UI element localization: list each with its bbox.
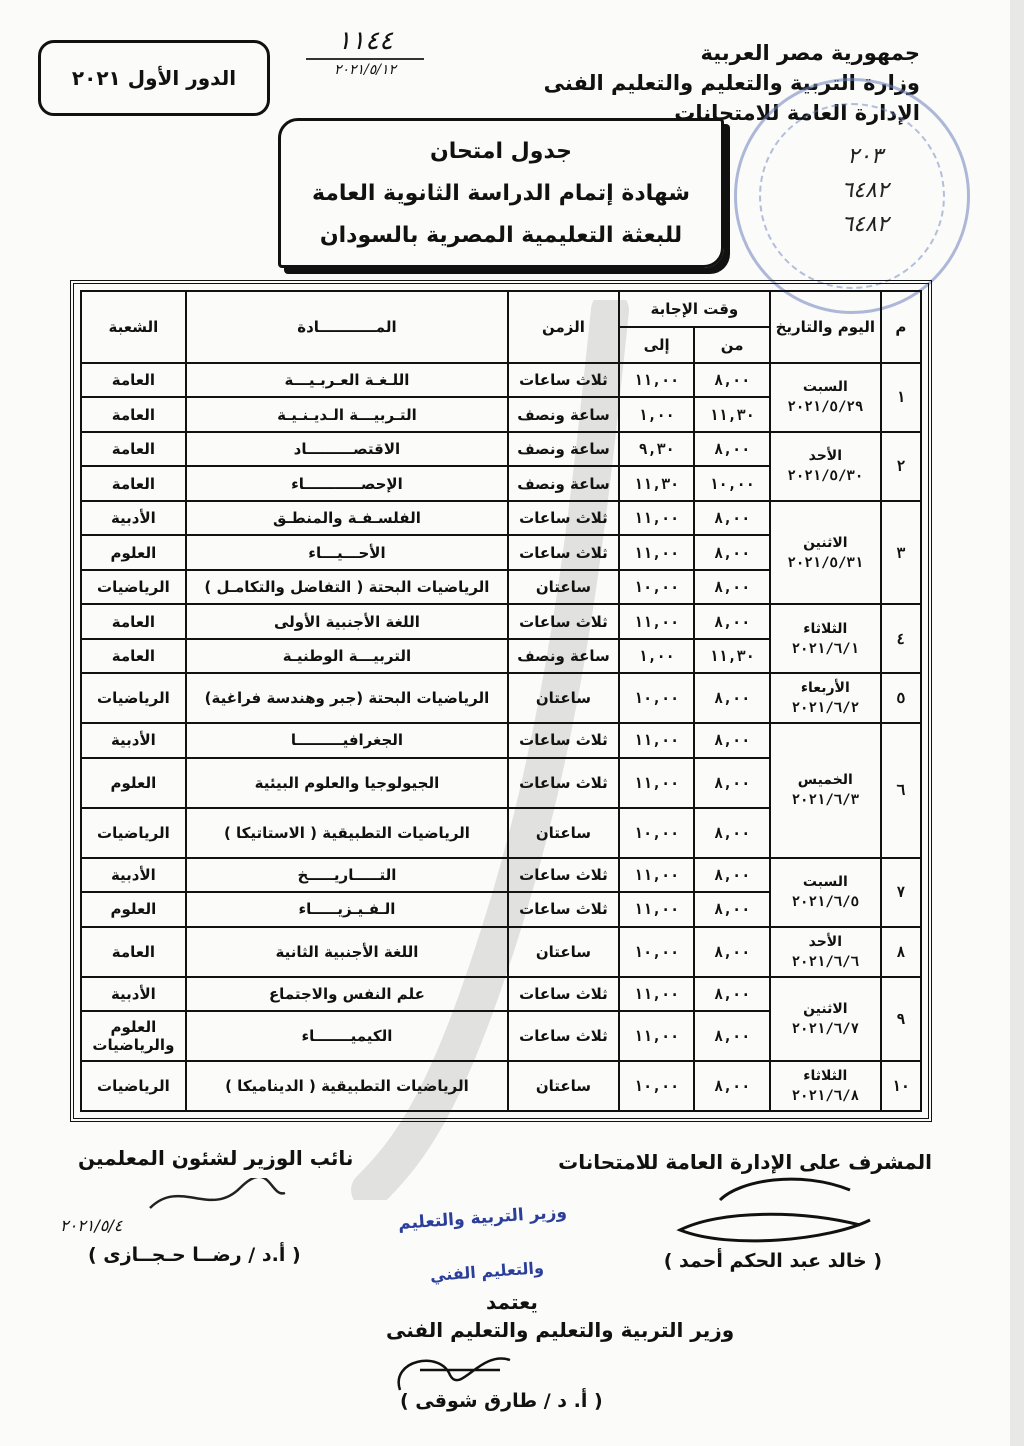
row-number: ١٠ [881,1061,921,1111]
row-number: ٥ [881,673,921,723]
minister-title: وزير التربية والتعليم والتعليم الفنى [386,1318,735,1342]
duration: ثلاث ساعات [508,892,619,926]
time-to: ١١,٠٠ [619,977,695,1011]
time-to: ١٠,٠٠ [619,808,695,858]
row-number: ٨ [881,927,921,977]
branch: الأدبية [81,723,186,757]
branch: الأدبية [81,858,186,892]
exam-date: ٢٠٢١/٦/٣ [791,792,860,809]
day-date-cell [770,604,881,673]
duration: ثلاث ساعات [508,723,619,757]
branch: الأدبية [81,501,186,535]
day-date-cell [770,501,881,604]
day-date-cell [770,858,881,927]
approve-label: يعتمد [486,1290,538,1314]
day-name: الأحد [808,448,843,465]
stamp-number: ٦٤٨٢ [841,212,889,237]
header-answer-time: وقت الإجابة [619,291,770,327]
time-to: ١١,٠٠ [619,892,695,926]
subject: الأحـــيـــاء [186,535,508,569]
table-row [81,363,921,397]
table-row [81,977,921,1011]
day-name: الأربعاء [800,680,850,697]
time-from: ٨,٠٠ [694,927,770,977]
reference-divider [306,58,424,60]
duration: ثلاث ساعات [508,535,619,569]
day-name: الثلاثاء [803,620,848,637]
duration: ساعتان [508,570,619,604]
day-date-cell [770,673,881,723]
subject: التربيـــة الوطنيـة [186,639,508,673]
time-from: ٨,٠٠ [694,570,770,604]
time-to: ١١,٠٠ [619,501,695,535]
branch: العامة [81,466,186,500]
time-to: ١١,٠٠ [619,535,695,569]
subject: الرياضيات البحتة (جبر وهندسة فراغية) [186,673,508,723]
row-number: ٩ [881,977,921,1061]
time-from: ٨,٠٠ [694,723,770,757]
duration: ساعتان [508,673,619,723]
subject: اللغة الأجنبية الثانية [186,927,508,977]
time-from: ١١,٣٠ [694,639,770,673]
day-date-cell [770,1061,881,1111]
duration: ساعتان [508,1061,619,1111]
deputy-title: نائب الوزير لشئون المعلمين [78,1146,354,1170]
exam-date: ٢٠٢١/٦/٨ [791,1087,860,1104]
duration: ساعتان [508,808,619,858]
country-line: جمهورية مصر العربية [700,41,920,65]
time-to: ١١,٠٠ [619,723,695,757]
table-row [81,432,921,466]
row-number: ٤ [881,604,921,673]
round-label: الدور الأول ٢٠٢١ [71,66,237,90]
deputy-handwritten-date: ٢٠٢١/٥/٤ [60,1216,123,1235]
table-row [81,673,921,723]
table-row [81,858,921,892]
day-name: الثلاثاء [803,1067,848,1084]
subject: علم النفس والاجتماع [186,977,508,1011]
branch: العلوم [81,535,186,569]
time-from: ٨,٠٠ [694,535,770,569]
branch: الرياضيات [81,570,186,604]
exam-date: ٢٠٢١/٦/٧ [791,1020,860,1037]
exam-date: ٢٠٢١/٦/١ [791,640,860,657]
branch: العلوم [81,758,186,808]
header-day-date: اليوم والتاريخ [770,291,881,363]
time-to: ١,٠٠ [619,397,695,431]
row-number: ٦ [881,723,921,857]
time-to: ١٠,٠٠ [619,570,695,604]
day-name: الاثنين [803,534,848,551]
exam-date: ٢٠٢١/٥/٣٠ [787,468,864,485]
page-edge [1010,0,1024,1446]
row-number: ١ [881,363,921,432]
header-num: م [881,291,921,363]
duration: ثلاث ساعات [508,977,619,1011]
schedule-table-frame [70,280,932,1122]
table-row [81,927,921,977]
duration: ثلاث ساعات [508,858,619,892]
subject: الرياضيات التطبيقية ( الاستاتيكا ) [186,808,508,858]
exam-date: ٢٠٢١/٦/٦ [791,953,860,970]
day-name: الاثنين [803,1000,848,1017]
blue-stamp-line-1: وزير التربية والتعليم [397,1202,568,1234]
table-row [81,604,921,638]
department-line: الإدارة العامة للامتحانات [674,101,920,125]
ministry-line: وزارة التربية والتعليم والتعليم الفنى [543,71,920,95]
title-line-2: شهادة إتمام الدراسة الثانوية العامة [311,181,691,206]
time-from: ٨,٠٠ [694,432,770,466]
row-number: ٧ [881,858,921,927]
time-to: ١١,٠٠ [619,758,695,808]
time-from: ٨,٠٠ [694,858,770,892]
branch: العامة [81,639,186,673]
header-duration: الزمن [508,291,619,363]
duration: ثلاث ساعات [508,501,619,535]
reference-number: ١١٤٤ [337,26,393,56]
table-row [81,1061,921,1111]
time-from: ١١,٣٠ [694,397,770,431]
time-from: ٨,٠٠ [694,1011,770,1061]
time-to: ١١,٠٠ [619,1011,695,1061]
title-line-3: للبعثة التعليمية المصرية بالسودان [319,223,683,248]
subject: اللـغـة العـربـيـــة [186,363,508,397]
time-from: ٨,٠٠ [694,977,770,1011]
duration: ثلاث ساعات [508,1011,619,1061]
branch: العلوم والرياضيات [81,1011,186,1061]
day-date-cell [770,927,881,977]
minister-name: ( أ. د / طارق شوقى ) [400,1390,603,1412]
time-to: ١١,٠٠ [619,604,695,638]
branch: الرياضيات [81,808,186,858]
schedule-body [81,363,921,1111]
title-box [278,118,724,268]
branch: العامة [81,363,186,397]
subject: الجغرافيـــــــــا [186,723,508,757]
branch: العامة [81,927,186,977]
day-name: الأحد [808,933,843,950]
duration: ثلاث ساعات [508,363,619,397]
handwritten-reference [300,26,430,78]
time-to: ١,٠٠ [619,639,695,673]
time-to: ٩,٣٠ [619,432,695,466]
stamp-number: ٢٠٣ [847,144,883,169]
time-from: ٨,٠٠ [694,758,770,808]
header-from: من [694,327,770,363]
time-to: ١٠,٠٠ [619,1061,695,1111]
time-to: ١٠,٠٠ [619,927,695,977]
duration: ثلاث ساعات [508,758,619,808]
duration: ساعتان [508,927,619,977]
deputy-name: ( أ.د / رضــا حـجــازى ) [88,1244,301,1266]
day-date-cell [770,432,881,501]
time-to: ١١,٠٠ [619,858,695,892]
duration: ثلاث ساعات [508,604,619,638]
branch: العلوم [81,892,186,926]
duration: ساعة ونصف [508,639,619,673]
row-number: ٢ [881,432,921,501]
subject: الاقتصـــــــــاد [186,432,508,466]
subject: التـربيـــة الـديـنـيـة [186,397,508,431]
subject: اللغة الأجنبية الأولى [186,604,508,638]
round-box [38,40,270,116]
day-name: السبت [802,379,848,396]
header-subject: المـــــــــــادة [186,291,508,363]
subject: الـفـيـزيـــــاء [186,892,508,926]
reference-date: ٢٠٢١/٥/١٢ [333,62,397,78]
day-name: السبت [802,874,848,891]
day-name: الخميس [797,772,853,789]
time-from: ٨,٠٠ [694,1061,770,1111]
branch: الأدبية [81,977,186,1011]
exam-date: ٢٠٢١/٦/٥ [791,894,860,911]
exam-date: ٢٠٢١/٦/٢ [791,700,860,717]
time-from: ١٠,٠٠ [694,466,770,500]
header-branch: الشعبة [81,291,186,363]
subject: الإحصـــــــــــاء [186,466,508,500]
exam-date: ٢٠٢١/٥/٣١ [787,554,864,571]
subject: الرياضيات التطبيقية ( الديناميكا ) [186,1061,508,1111]
deputy-signature [140,1178,290,1218]
header-to: إلى [619,327,695,363]
table-row [81,723,921,757]
day-date-cell [770,723,881,857]
subject: الرياضيات البحتة ( التفاضل والتكامـل ) [186,570,508,604]
subject: الفلسـفـة والمنطـق [186,501,508,535]
table-row [81,501,921,535]
time-to: ١١,٣٠ [619,466,695,500]
day-date-cell [770,977,881,1061]
subject: الكيميـــــــاء [186,1011,508,1061]
time-from: ٨,٠٠ [694,808,770,858]
subject: التـــــاريـــــخ [186,858,508,892]
supervisor-title: المشرف على الإدارة العامة للامتحانات [558,1150,932,1174]
time-from: ٨,٠٠ [694,673,770,723]
blue-stamp-line-2: والتعليم الفني [429,1258,545,1285]
branch: العامة [81,604,186,638]
schedule-table [80,290,922,1112]
stamp-handwritten-numbers [800,140,930,242]
row-number: ٣ [881,501,921,604]
time-from: ٨,٠٠ [694,892,770,926]
duration: ساعة ونصف [508,432,619,466]
supervisor-signature [600,1170,880,1250]
time-to: ١١,٠٠ [619,363,695,397]
duration: ساعة ونصف [508,466,619,500]
time-from: ٨,٠٠ [694,604,770,638]
branch: الرياضيات [81,1061,186,1111]
branch: العامة [81,397,186,431]
time-to: ١٠,٠٠ [619,673,695,723]
duration: ساعة ونصف [508,397,619,431]
time-from: ٨,٠٠ [694,363,770,397]
time-from: ٨,٠٠ [694,501,770,535]
title-line-1: جدول امتحان [429,139,573,164]
branch: العامة [81,432,186,466]
branch: الرياضيات [81,673,186,723]
supervisor-name: ( خالد عبد الحكم أحمد ) [663,1250,882,1272]
stamp-number: ٦٤٨٢ [841,178,889,203]
day-date-cell [770,363,881,432]
subject: الجيولوجيا والعلوم البيئية [186,758,508,808]
exam-date: ٢٠٢١/٥/٢٩ [787,399,864,416]
